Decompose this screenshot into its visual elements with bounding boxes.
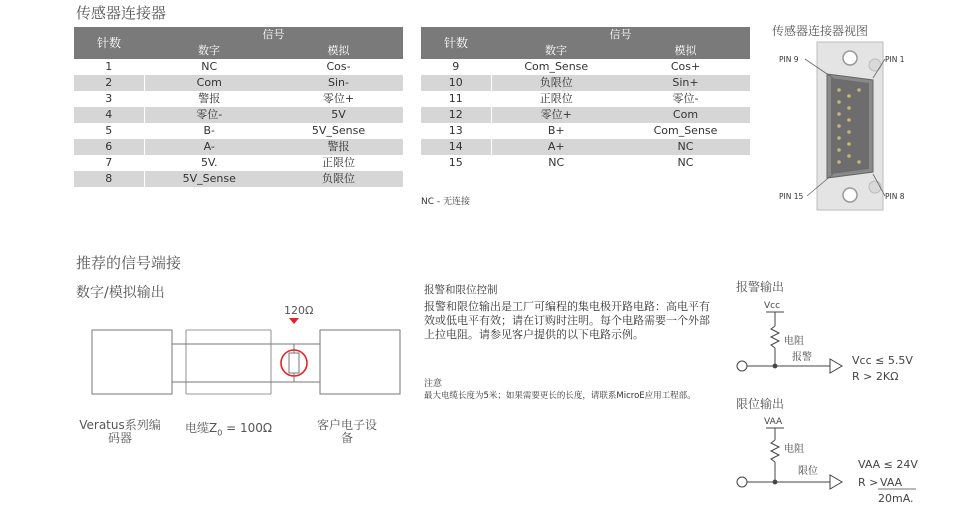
resistor-value-label: 120Ω: [284, 304, 314, 317]
termination-section-title: 推荐的信号端接: [76, 254, 182, 272]
table-row: 15 NC NC: [421, 155, 750, 171]
pin15-label: PIN 15: [779, 192, 804, 201]
signal-header: 信号: [144, 27, 403, 43]
alarm-limit-paragraph: 报警和限位输出是工厂可编程的集电极开路电路：高电平有效或低电平有效；请在订购时注明。每个电路需要一个外部上拉电阻。请参见客户提供的以下电路示例。: [424, 300, 710, 341]
limit-output-title: 限位输出: [736, 397, 785, 411]
connector-section-title: 传感器连接器: [76, 4, 167, 22]
limit-circuit: [730, 410, 970, 508]
alarm-output-title: 报警输出: [736, 280, 785, 294]
alarm-circuit: [730, 294, 970, 390]
table-row: 8 5V_Sense 负限位: [74, 171, 403, 187]
digital-header: 数字: [144, 43, 274, 59]
table-row: 5 B- 5V_Sense: [74, 123, 403, 139]
table-row: 2 Com Sin-: [74, 75, 403, 91]
pin-table-left: [74, 27, 403, 187]
limit-signal-label: 限位: [798, 466, 818, 477]
digital-header: 数字: [491, 43, 621, 59]
cable-label: 电缆$Z_0 = 100\Omega$: [185, 421, 273, 438]
alarm-supply-label: Vcc: [764, 301, 781, 311]
pin8-label: PIN 8: [885, 192, 905, 201]
nc-note: NC - 无连接: [421, 197, 470, 207]
table-row: 11 正限位 零位-: [421, 91, 750, 107]
red-marker-icon: [289, 318, 299, 324]
table-row: 1 NC Cos-: [74, 59, 403, 75]
table-row: 6 A- 警报: [74, 139, 403, 155]
alarm-signal-label: 报警: [792, 352, 812, 363]
alarm-spec-voltage: Vcc ≤ 5.5V: [852, 354, 913, 367]
table-row: 13 B+ Com_Sense: [421, 123, 750, 139]
limit-spec-denominator: 20mA.: [878, 492, 914, 505]
alarm-resistor-label: 电阻: [784, 336, 804, 347]
note-text: 最大电缆长度为5米；如果需要更长的长度，请联系MicroE应用工程部。: [424, 391, 696, 401]
table-row: 14 A+ NC: [421, 139, 750, 155]
table-row: 10 负限位 Sin+: [421, 75, 750, 91]
pin9-label: PIN 9: [779, 55, 799, 64]
table-row: 3 警报 零位+: [74, 91, 403, 107]
termination-diagram: [74, 296, 414, 416]
client-label: 客户电子设备: [317, 418, 378, 445]
limit-supply-label: VAA: [764, 417, 783, 427]
note-title: 注意: [424, 379, 443, 389]
analog-header: 模拟: [621, 43, 750, 59]
alarm-limit-title: 报警和限位控制: [424, 284, 498, 296]
pin-table-right: [421, 27, 750, 171]
analog-header: 模拟: [274, 43, 403, 59]
pin-header: 针数: [421, 27, 491, 59]
pin1-label: PIN 1: [885, 55, 905, 64]
table-row: 12 零位+ Com: [421, 107, 750, 123]
alarm-spec-resistance: R > 2KΩ: [852, 370, 899, 383]
db15-connector-drawing: [775, 40, 925, 212]
encoder-label: Veratus系列编码器: [79, 418, 161, 445]
limit-spec-numerator: VAA: [880, 476, 903, 489]
connector-view-title: 传感器连接器视图: [772, 24, 869, 38]
signal-header: 信号: [491, 27, 750, 43]
table-row: 9 Com_Sense Cos+: [421, 59, 750, 75]
limit-resistor-label: 电阻: [784, 444, 804, 455]
termination-subtitle: 数字/模拟输出: [76, 285, 165, 301]
table-row: 4 零位- 5V: [74, 107, 403, 123]
limit-spec-prefix: R >: [858, 476, 879, 489]
limit-spec-voltage: VAA ≤ 24V: [858, 458, 918, 471]
pin-header: 针数: [74, 27, 144, 59]
table-row: 7 5V. 正限位: [74, 155, 403, 171]
